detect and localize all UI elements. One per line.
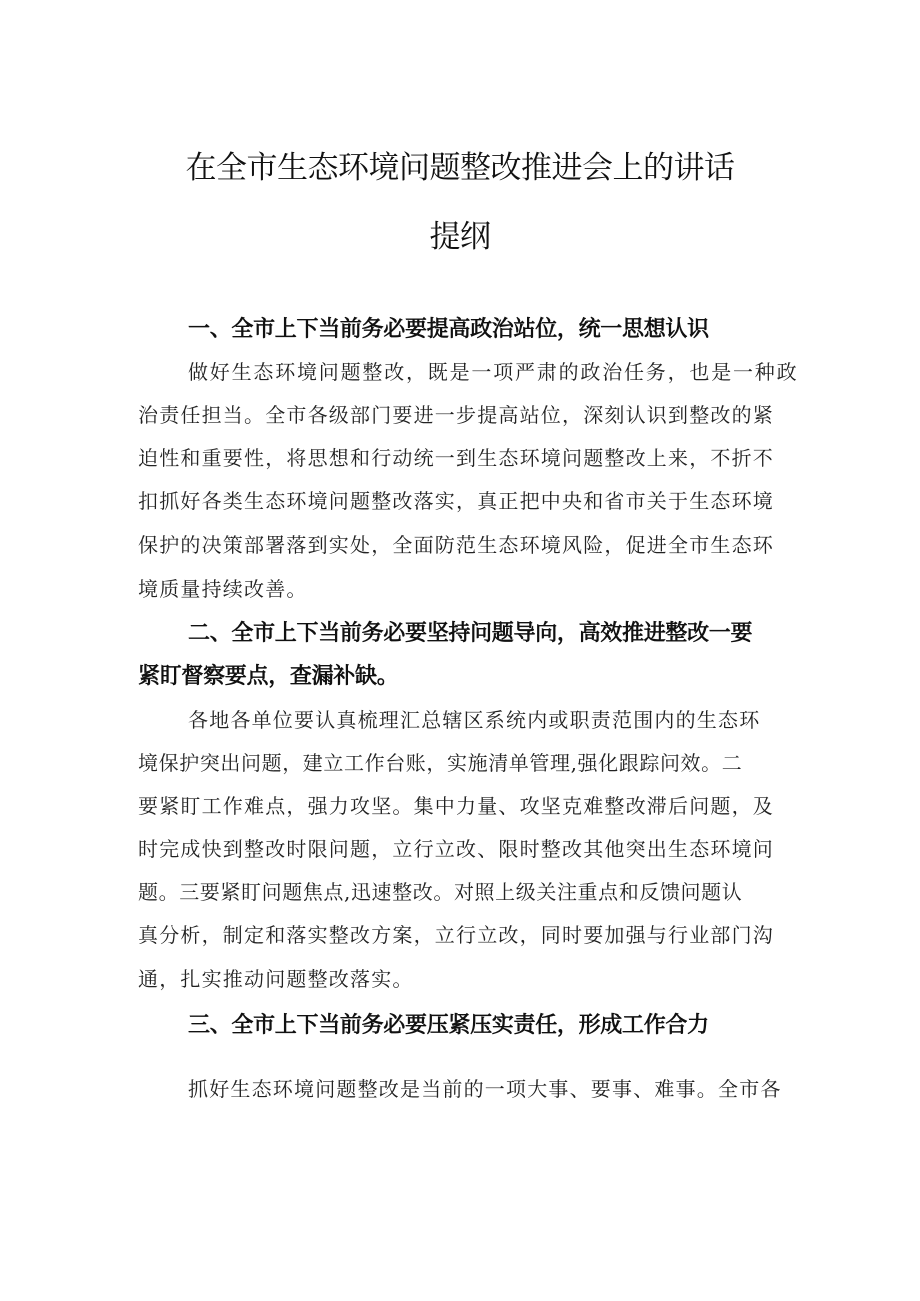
document-subtitle: 提纲 — [429, 219, 491, 255]
section-2-paragraph-line: 题。三要紧盯问题焦点,迅速整改。对照上级关注重点和反馈问题认 — [138, 880, 743, 904]
section-2-paragraph-line: 要紧盯工作难点，强力攻坚。集中力量、攻坚克难整改滞后问题，及 — [138, 794, 774, 818]
section-3-heading: 三、全市上下当前务必要压紧压实责任，形成工作合力 — [188, 1013, 709, 1038]
section-3-paragraph-line: 抓好生态环境问题整改是当前的一项大事、要事、难事。全市各 — [188, 1077, 782, 1101]
section-2-paragraph-line: 通，扎实推动问题整改落实。 — [138, 967, 414, 991]
section-2-paragraph-line: 时完成快到整改时限问题，立行立改、限时整改其他突出生态环境问 — [138, 837, 774, 861]
section-2-heading: 二、全市上下当前务必要坚持问题导向，高效推进整改一要 — [188, 621, 753, 646]
section-2-paragraph-line: 真分析，制定和落实整改方案，立行立改，同时要加强与行业部门沟 — [138, 923, 774, 947]
section-1-heading: 一、全市上下当前务必要提高政治站位，统一思想认识 — [188, 317, 709, 342]
document-title: 在全市生态环境问题整改推进会上的讲话 — [185, 150, 735, 186]
section-1-paragraph-line: 治责任担当。全市各级部门要进一步提高站位，深刻认识到整改的紧 — [138, 403, 774, 427]
section-1-paragraph-line: 境质量持续改善。 — [138, 577, 308, 601]
section-1-paragraph-line: 迫性和重要性，将思想和行动统一到生态环境问题整改上来，不折不 — [138, 446, 774, 470]
section-1-paragraph-line: 做好生态环境问题整改，既是一项严肃的政治任务，也是一种政 — [188, 360, 799, 384]
section-1-paragraph-line: 保护的决策部署落到实处，全面防范生态环境风险，促进全市生态环 — [138, 533, 774, 557]
section-2-paragraph-line: 各地各单位要认真梳理汇总辖区系统内或职责范围内的生态环 — [188, 708, 761, 732]
section-2-paragraph-line: 境保护突出问题，建立工作台账，实施清单管理,强化跟踪问效。二 — [138, 751, 743, 775]
section-2-heading-continued: 紧盯督察要点，查漏补缺。 — [138, 664, 399, 689]
section-1-paragraph-line: 扣抓好各类生态环境问题整改落实，真正把中央和省市关于生态环境 — [138, 489, 774, 513]
